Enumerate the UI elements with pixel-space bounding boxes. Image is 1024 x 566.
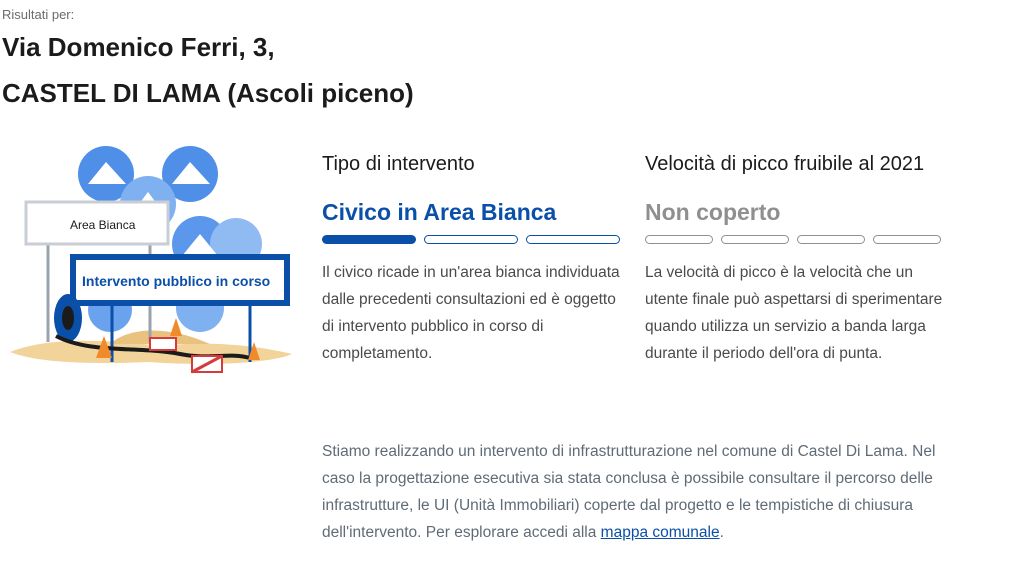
illus-small-sign-text: Area Bianca [70, 218, 136, 232]
address-line-1: Via Domenico Ferri, 3, [2, 32, 275, 62]
intervention-level-bars [322, 235, 622, 247]
speed-description: La velocità di picco è la velocità che un utente finale può aspettarsi di sperimentare quando utilizza un servizio a banda larga durante il periodo dell'ora di punta. [645, 264, 943, 362]
intervention-level-bar-1 [322, 235, 416, 244]
intervention-level-bar-2 [424, 235, 518, 244]
results-label: Risultati per: [2, 7, 75, 22]
speed-level-bar-3 [797, 235, 865, 244]
address-line-2: CASTEL DI LAMA (Ascoli piceno) [2, 78, 414, 108]
footer-paragraph [322, 438, 962, 546]
speed-title: Velocità di picco fruibile al 2021 [645, 153, 925, 175]
illus-banner-text: Intervento pubblico in corso [82, 273, 271, 289]
intervention-level-bar-3 [526, 235, 620, 244]
municipal-map-link[interactable]: mappa comunale [600, 524, 720, 541]
illus-barrier-1 [150, 338, 176, 350]
speed-value: Non coperto [645, 199, 781, 225]
footer-end: . [719, 524, 724, 541]
intervention-column [322, 153, 622, 367]
footer-text: Stiamo realizzando un intervento di infrastrutturazione nel comune di Castel Di Lama. Nel caso la progettazione esecutiva sia stata conclusa è possibile consultare il percorso delle infrastrutture, le UI (Unità Immobiliari) coperte dal progetto e le tempistiche di chiusura dell'intervento. Per esplorare accedi alla [322, 443, 936, 541]
illus-cable-reel-inner [62, 306, 74, 330]
speed-level-bar-2 [721, 235, 789, 244]
speed-column [645, 153, 960, 367]
intervention-title: Tipo di intervento [322, 153, 475, 175]
speed-level-bar-1 [645, 235, 713, 244]
construction-illustration [0, 140, 300, 400]
intervention-value: Civico in Area Bianca [322, 199, 557, 225]
speed-level-bar-4 [873, 235, 941, 244]
intervention-description: Il civico ricade in un'area bianca individuata dalle precedenti consultazioni ed è oggetto di intervento pubblico in corso di completamento. [322, 264, 620, 362]
speed-level-bars [645, 235, 960, 247]
